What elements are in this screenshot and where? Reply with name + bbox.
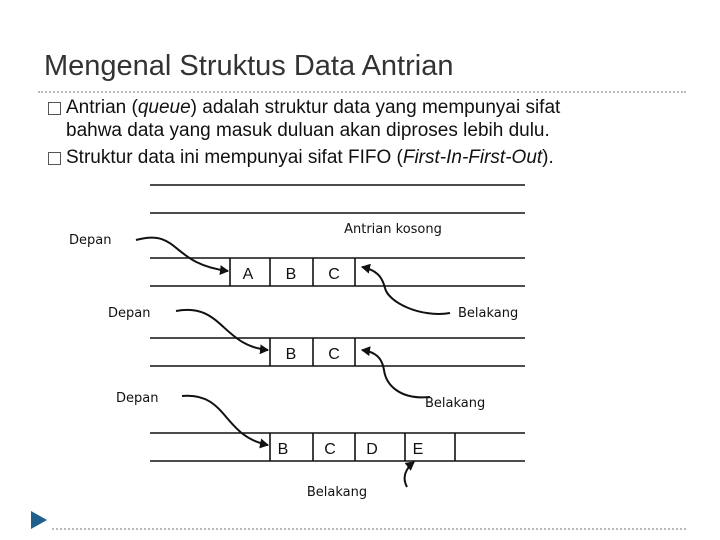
- bottom-divider: [52, 528, 686, 530]
- rear-pointer-arrow: [362, 350, 430, 397]
- queue-cell-value: B: [285, 346, 297, 363]
- bullet-1-line-2: bahwa data yang masuk duluan akan diproses lebih dulu.: [66, 120, 550, 141]
- queue-state-2: [108, 306, 525, 397]
- queue-cell-value: B: [285, 266, 297, 283]
- bullet-2-italic-term: First-In-First-Out: [402, 147, 543, 168]
- queue-cell-value: B: [277, 441, 289, 458]
- queue-cell-value: A: [242, 266, 254, 283]
- bullet-1-italic-term: queue: [137, 97, 191, 118]
- queue-state-3: [116, 391, 525, 487]
- queue-cell-value: C: [324, 441, 336, 458]
- rear-label: Belakang: [458, 306, 519, 321]
- queue-cell-value: E: [412, 441, 424, 458]
- slide-arrow-icon: [28, 508, 50, 532]
- front-label: Depan: [69, 233, 112, 248]
- queue-cell-value: D: [366, 441, 378, 458]
- slide-title: Mengenal Struktus Data Antrian: [44, 50, 454, 82]
- bullet-2-text-end: ).: [542, 147, 554, 168]
- front-label: Depan: [108, 306, 151, 321]
- queue-cell-value: C: [328, 266, 340, 283]
- rear-pointer-arrow: [405, 462, 414, 487]
- empty-queue-label: Antrian kosong: [344, 222, 442, 237]
- front-pointer-arrow: [136, 238, 228, 271]
- bullet-1-text-start: Antrian (: [66, 97, 138, 118]
- bottom-rear-label: Belakang: [306, 485, 368, 500]
- bullet-2-text-start: Struktur data ini mempunyai sifat FIFO (: [66, 147, 403, 168]
- bullet-1-text-end: ) adalah struktur data yang mempunyai sifat: [190, 97, 561, 118]
- rear-label: Belakang: [425, 396, 486, 411]
- rear-pointer-arrow: [362, 267, 450, 314]
- empty-queue: [150, 185, 525, 213]
- front-pointer-arrow: [176, 310, 268, 350]
- front-pointer-arrow: [182, 396, 268, 445]
- queue-state-1: [69, 233, 525, 314]
- queue-cell-value: C: [328, 346, 340, 363]
- front-label: Depan: [116, 391, 159, 406]
